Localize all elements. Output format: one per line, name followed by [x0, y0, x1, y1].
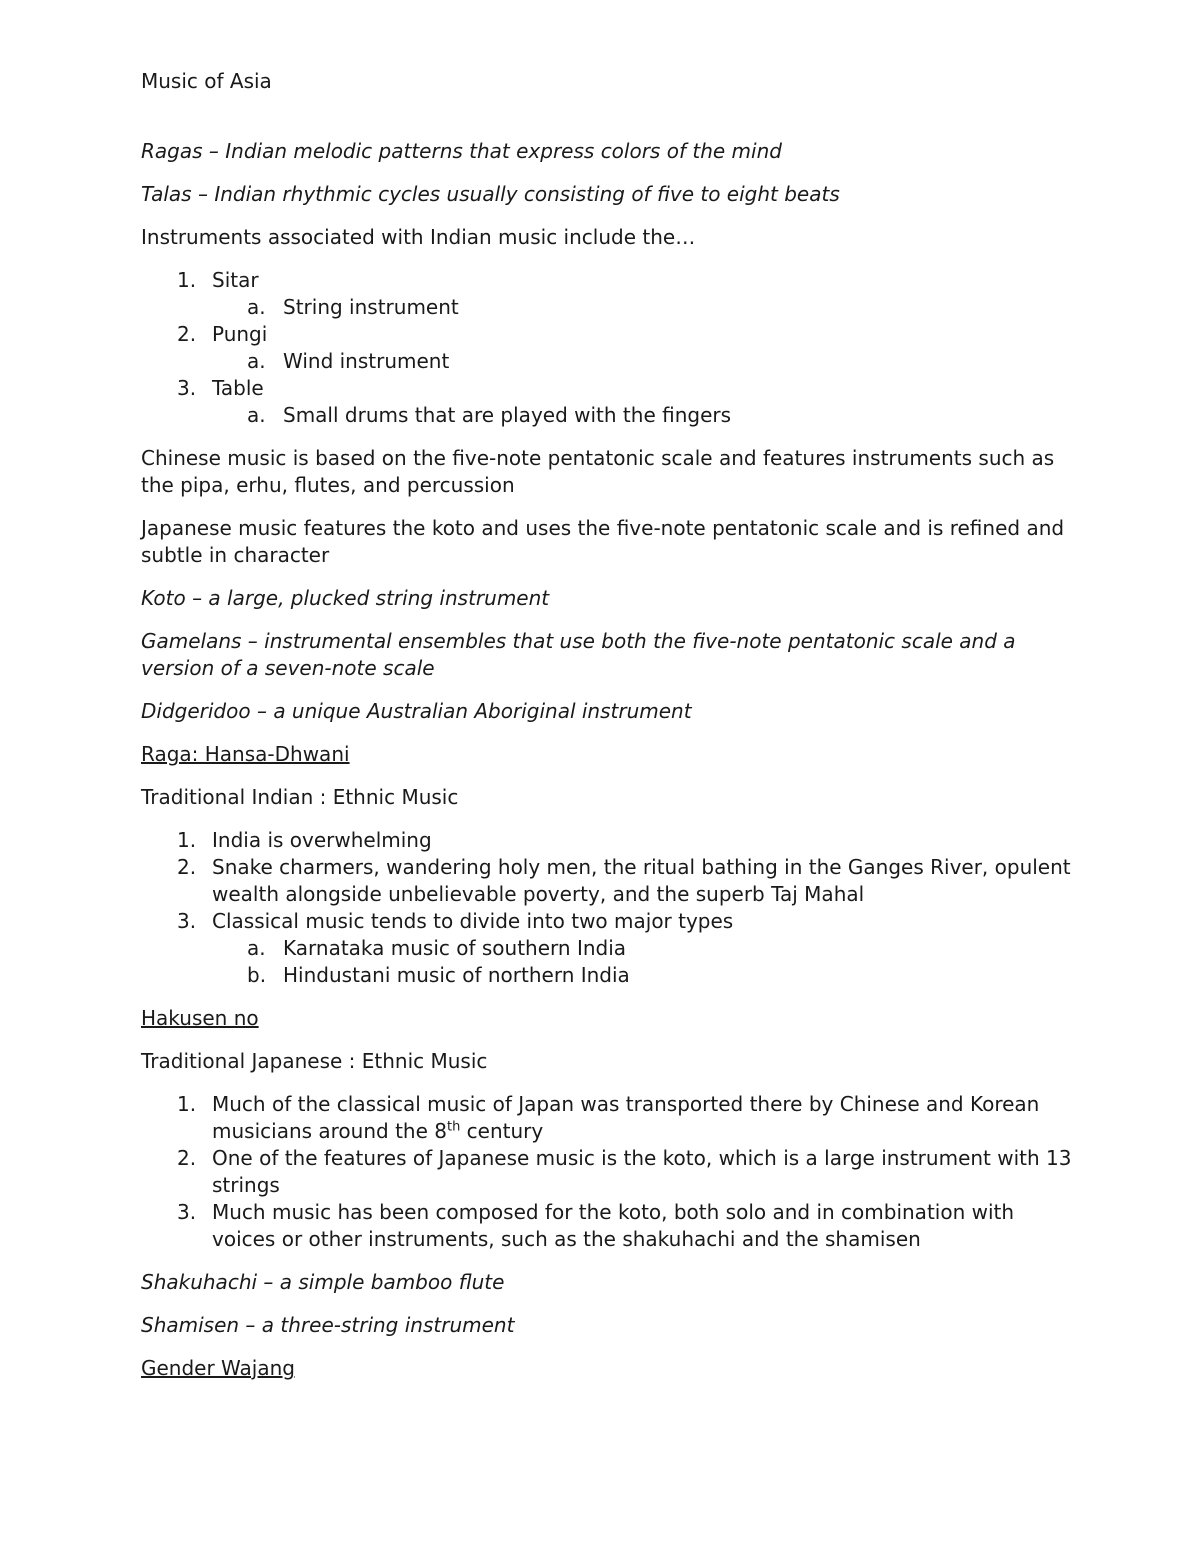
list-item [141, 827, 1081, 854]
list-item-text: Snake charmers, wandering holy men, the ritual bathing in the Ganges River, opulent wealth alongside unbelievable poverty, and the superb Taj Mahal [212, 855, 1071, 906]
japanese-list [141, 1075, 1081, 1253]
list-item-text: One of the features of Japanese music is the koto, which is a large instrument with 13 strings [212, 1146, 1072, 1197]
list-item [141, 908, 1081, 989]
didgeridoo-definition: Didgeridoo – a unique Australian Aboriginal instrument [141, 699, 692, 723]
superscript-th: th [446, 1119, 461, 1135]
instruments-list [141, 251, 1081, 429]
traditional-japanese-heading: Traditional Japanese : Ethnic Music [141, 1049, 488, 1073]
list-subitem-text: Karnataka music of southern India [283, 936, 627, 960]
list-item-text-end: century [460, 1119, 544, 1143]
list-item-text: Classical music tends to divide into two major types [212, 909, 734, 933]
gamelans-definition: Gamelans – instrumental ensembles that use both the five-note pentatonic scale and a version of a seven-note scale [141, 629, 1016, 680]
list-item [141, 1091, 1081, 1145]
list-letter: b. [247, 963, 267, 987]
shakuhachi-definition: Shakuhachi – a simple bamboo flute [141, 1270, 505, 1294]
shamisen-definition: Shamisen – a three-string instrument [141, 1313, 515, 1337]
list-item [141, 1199, 1081, 1253]
list-number: 1. [177, 1092, 197, 1116]
list-subitem [212, 294, 1081, 321]
list-subitem [212, 935, 1081, 962]
instrument-name: Pungi [212, 322, 268, 346]
list-letter: a. [247, 936, 266, 960]
traditional-indian-heading: Traditional Indian : Ethnic Music [141, 785, 459, 809]
list-letter: a. [247, 349, 266, 373]
list-item [141, 321, 1081, 375]
chinese-music-paragraph: Chinese music is based on the five-note pentatonic scale and features instruments such as the pipa, erhu, flutes, and percussion [141, 446, 1055, 497]
list-subitem [212, 402, 1081, 429]
list-number: 2. [177, 322, 197, 346]
list-letter: a. [247, 403, 266, 427]
list-letter: a. [247, 295, 266, 319]
list-item [141, 1145, 1081, 1199]
japanese-music-paragraph: Japanese music features the koto and uses the five-note pentatonic scale and is refined and subtle in character [141, 516, 1065, 567]
list-item-text: Much of the classical music of Japan was transported there by Chinese and Korean musicians around the 8 [212, 1092, 1040, 1143]
talas-definition: Talas – Indian rhythmic cycles usually consisting of five to eight beats [141, 182, 840, 206]
list-number: 1. [177, 828, 197, 852]
list-item [141, 375, 1081, 429]
list-number: 1. [177, 268, 197, 292]
ragas-definition: Ragas – Indian melodic patterns that express colors of the mind [141, 139, 782, 163]
document-title: Music of Asia [141, 69, 272, 93]
document-page [141, 68, 1081, 1398]
list-number: 2. [177, 855, 197, 879]
list-item [141, 854, 1081, 908]
list-subitem [212, 962, 1081, 989]
hakusen-heading: Hakusen no [141, 1006, 259, 1030]
instrument-description: String instrument [283, 295, 459, 319]
instrument-description: Small drums that are played with the fingers [283, 403, 732, 427]
instrument-description: Wind instrument [283, 349, 450, 373]
indian-list [141, 811, 1081, 989]
list-item-text: Much music has been composed for the koto, both solo and in combination with voices or other instruments, such as the shakuhachi and the shamisen [212, 1200, 1015, 1251]
raga-heading: Raga: Hansa-Dhwani [141, 742, 350, 766]
instrument-name: Table [212, 376, 264, 400]
koto-definition: Koto – a large, plucked string instrument [141, 586, 550, 610]
list-item [141, 267, 1081, 321]
list-subitem [212, 348, 1081, 375]
list-number: 3. [177, 909, 197, 933]
list-number: 3. [177, 1200, 197, 1224]
list-item-text: India is overwhelming [212, 828, 432, 852]
gender-wajang-heading: Gender Wajang [141, 1356, 295, 1380]
list-number: 2. [177, 1146, 197, 1170]
instruments-intro: Instruments associated with Indian music include the… [141, 225, 696, 249]
list-subitem-text: Hindustani music of northern India [283, 963, 630, 987]
instrument-name: Sitar [212, 268, 259, 292]
list-number: 3. [177, 376, 197, 400]
